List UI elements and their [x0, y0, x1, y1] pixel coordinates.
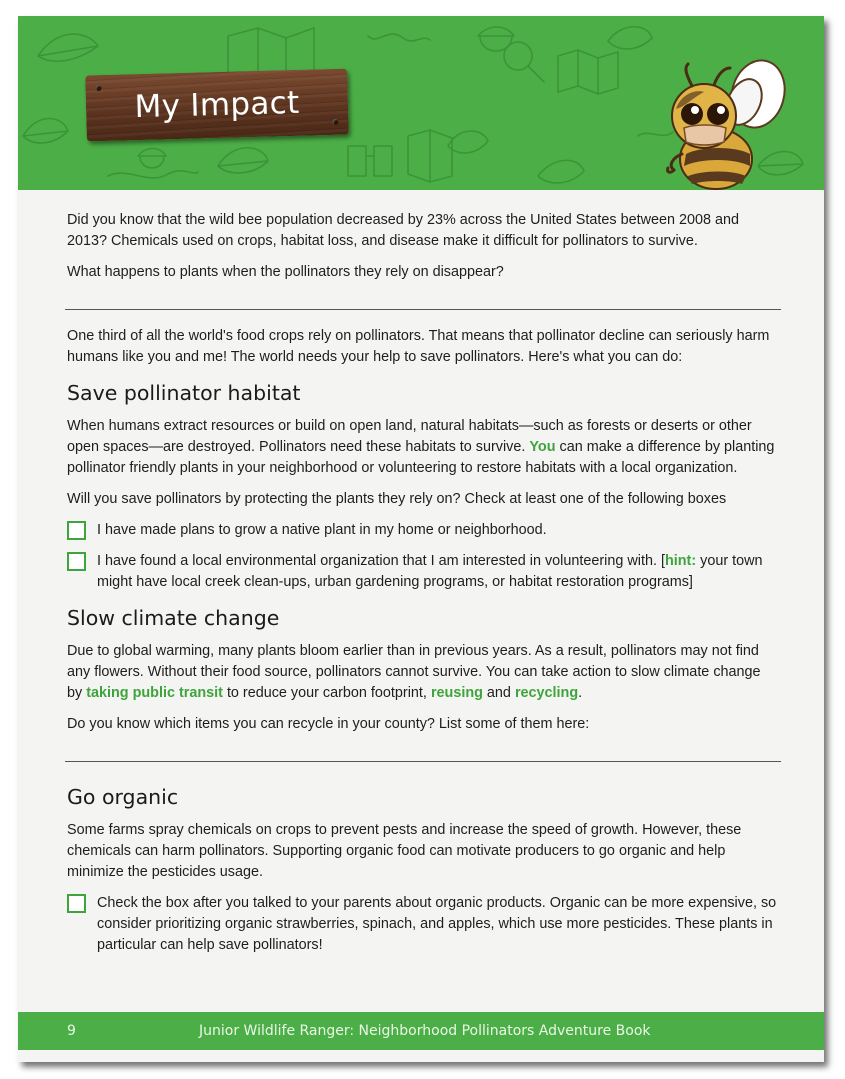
highlight-public-transit: taking public transit — [86, 685, 223, 701]
organic-check-item — [67, 893, 779, 956]
climate-question: Do you know which items you can recycle in your county? List some of them here: — [67, 716, 590, 732]
checkbox-organic-talk[interactable] — [67, 894, 86, 913]
footer-bar — [18, 1012, 824, 1050]
page — [18, 16, 824, 1062]
climate-text-end: . — [578, 685, 583, 701]
check-text-start: I have found a local environmental organization that I am interested in volunteering with. [ — [97, 553, 665, 569]
page-number: 9 — [67, 1023, 76, 1039]
climate-text-and: and — [486, 685, 511, 701]
main-content — [67, 206, 779, 956]
page-title: My Impact — [134, 84, 300, 126]
check-label: I have made plans to grow a native plant in my home or neighborhood. — [97, 522, 547, 538]
organic-paragraph: Some farms spray chemicals on crops to prevent pests and increase the speed of growth. However, these chemicals can harm pollinators. Supporting organic food can motivate producers to go organic and help minimize the pesticides usage. — [67, 822, 742, 880]
answer-line[interactable] — [65, 761, 781, 762]
climate-text-mid: to reduce your carbon footprint, — [226, 685, 427, 701]
overview-paragraph: One third of all the world's food crops rely on pollinators. That means that pollinator decline can seriously harm humans like you and me! The world needs your help to save pollinators. Here's what you can do: — [67, 328, 770, 365]
check-label — [97, 551, 779, 593]
answer-line[interactable] — [65, 309, 781, 310]
intro-question: What happens to plants when the pollinators they rely on disappear? — [67, 264, 504, 280]
section-heading-climate: Slow climate change — [67, 606, 280, 630]
title-wood-sign — [85, 69, 349, 142]
intro-paragraph: Did you know that the wild bee population decreased by 23% across the United States between 2008 and 2013? Chemicals used on crops, habitat loss, and disease make it difficult for pollinators to survive. — [67, 212, 740, 249]
habitat-check-item — [67, 520, 779, 541]
habitat-text-start: When humans extract resources or build on open land, natural habitats—such as forests or deserts or other open spaces—are destroyed. Pollinators need these habitats to survive. — [67, 418, 752, 455]
climate-paragraph — [67, 641, 779, 704]
header-banner — [18, 16, 824, 190]
check-text-end: your town might have local creek clean-ups, urban gardening programs, or habitat restoration programs] — [97, 553, 763, 590]
habitat-check-item — [67, 551, 779, 593]
checkbox-volunteer[interactable] — [67, 552, 86, 571]
section-heading-habitat: Save pollinator habitat — [67, 381, 301, 405]
checkbox-native-plant[interactable] — [67, 521, 86, 540]
highlight-recycling: recycling — [514, 685, 579, 701]
habitat-paragraph — [67, 416, 779, 479]
highlight-reusing: reusing — [430, 685, 483, 701]
habitat-highlight: You — [529, 439, 556, 455]
climate-text-start: Due to global warming, many plants bloom earlier than in previous years. As a result, pollinators may not find any flowers. Without their food source, pollinators cannot survive. You can take action to slow climate change by — [67, 643, 761, 701]
habitat-prompt: Will you save pollinators by protecting the plants they rely on? Check at least one of the following boxes — [67, 491, 727, 507]
section-heading-organic: Go organic — [67, 785, 179, 809]
bee-mascot-icon — [646, 54, 786, 190]
hint-label: hint: — [664, 553, 697, 569]
habitat-text-end: can make a difference by planting pollinator friendly plants in your neighborhood or volunteering to restore habitats with a local organization. — [67, 439, 775, 476]
check-label: Check the box after you talked to your parents about organic products. Organic can be more expensive, so consider prioritizing organic strawberries, spinach, and apples, which use more pesticides. These plants in particular can help save pollinators! — [97, 895, 777, 953]
book-title: Junior Wildlife Ranger: Neighborhood Pollinators Adventure Book — [199, 1023, 651, 1039]
